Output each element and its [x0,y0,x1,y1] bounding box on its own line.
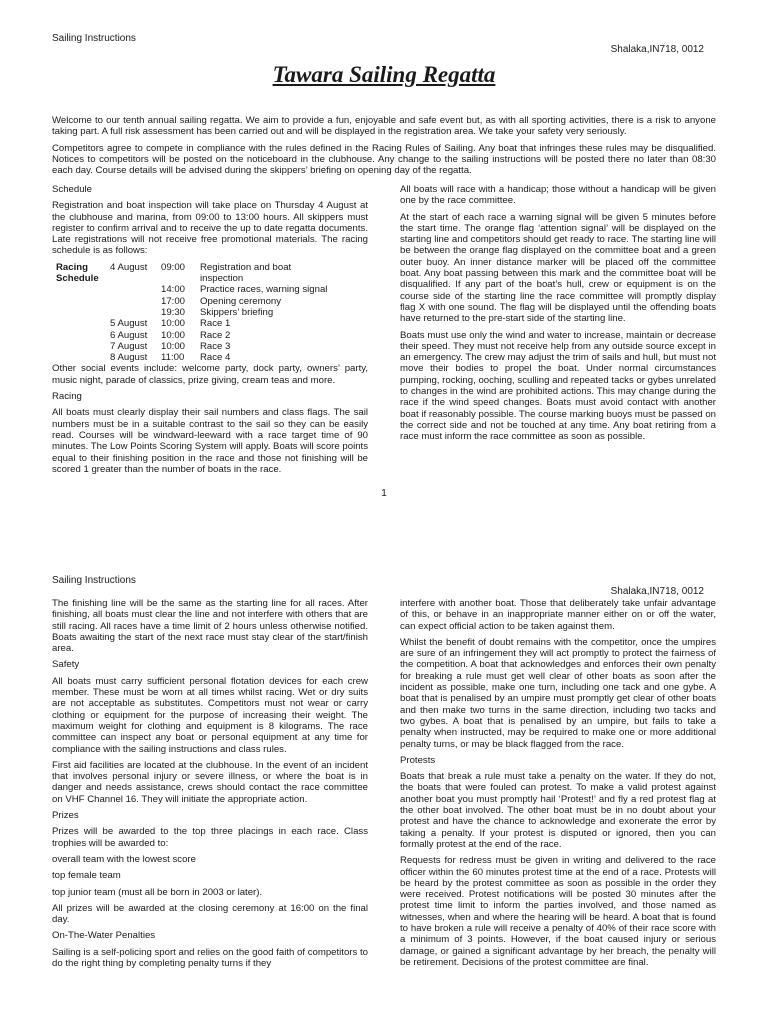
schedule-time: 10:00 [161,340,186,352]
schedule-label: Racing [56,261,88,273]
table-row [56,352,327,363]
document-title: Tawara Sailing Regatta [272,62,496,87]
page-1 [0,0,768,505]
intro-paragraph: Welcome to our tenth annual sailing regatta. We aim to provide a fun, enjoyable and safe event but, as with all sporting activities, there is a risk to anyone taking part. A full risk assessment has been carried out and will be displayed in the registration area. We take your safety very seriously. [52,115,716,138]
schedule-time: 10:00 [161,318,186,330]
table-row [56,330,327,341]
schedule-label: Schedule [56,273,99,285]
schedule-date: 4 August [110,261,148,273]
right-column [400,184,716,448]
schedule-date: 8 August [110,352,148,364]
header-left: Sailing Instructions [52,575,136,586]
racing-heading: Racing [52,391,82,403]
schedule-date [110,284,161,295]
schedule-time: 14:00 [161,284,186,296]
handicap-paragraph: All boats will race with a handicap; those without a handicap will be given one by the race committee. [400,184,716,207]
schedule-event: inspection [200,273,244,285]
page-2 [0,572,768,1024]
start-signal-paragraph: At the start of each race a warning signal will be given 5 minutes before the start time. The orange flag ‘attention signal’ will be displayed on the starting line and competitors should get ready to race. The starting line will be between the orange flag displayed on the committee boat and a green outer buoy. An inner distance marker will be placed off the committee boat. Any boat passing between this mark and the committee boat will be disqualified. If any part of the boat’s hull, crew or equipment is on the course side of the starting line the race committee will promptly display flag X with one sound. The flag will be displayed until the offending boats have returned to the pre-start side of the starting line. [400,211,716,325]
prizes-closing-paragraph: All prizes will be awarded at the closing ceremony at 16:00 on the final day. [52,902,368,926]
schedule-time [161,273,200,284]
table-row [56,273,327,284]
table-row [56,341,327,352]
benefit-of-doubt-paragraph: Whilst the benefit of doubt remains with the competitor, once the umpires are sure of an infringement they will act promptly to protect the fairness of the competition. A boat that acknowledges and enforces their own penalty for breaking a rule must get well clear of other boats as soon after the incident as possible, make one turn, including one tack and one gybe. A boat that is penalised by an umpire must promptly get clear of other boats and then make two turns in the same direction, including two tacks and two gybes. A boat that is penalised by an umpire, but fails to take a penalty when instructed, may be required to make one or more additional penalty turns, or may be black flagged from the race. [400,636,716,750]
schedule-date [110,296,161,307]
schedule-event: Race 2 [200,329,231,341]
redress-paragraph: Requests for redress must be given in writing and delivered to the race officer within the 60 minutes protest time at the end of a race. Protests will be heard by the protest committee as soon as possible in the order they were received. Protest notifications will be posted 30 minutes after the protest time limit to inform the parties involved, and those named as witnesses, when and where the hearing will be heard. A boat that is found to have broken a rule will receive a penalty of 40% of their race score with a minimum of 3 points. However, if the boat caused injury or serious damage, or gained a significant advantage by her breach, the penalty will be retirement. Decisions of the protest committee are final. [400,855,716,968]
schedule-paragraph: Registration and boat inspection will take place on Thursday 4 August at the clubhouse and marina, from 09:00 to 13:00 hours. All skippers must register to confirm arrival and to receive the up to date regatta documents. Late registrations will not receive free promotional materials. The racing schedule is as follows: [52,200,368,257]
first-aid-paragraph: First aid facilities are located at the clubhouse. In the event of an incident that involves personal injury or severe illness, or where the boat is in danger and needs assistance, crews should contact the race committee on VHF Channel 16. They will initiate the appropriate action. [52,759,368,805]
schedule-event: Opening ceremony [200,295,282,307]
right-column [400,598,716,973]
intro-paragraph: Competitors agree to compete in compliance with the rules defined in the Racing Rules of Sailing. Any boat that infringes these rules may be disqualified. Notices to competitors will be posted on the noticeboard in the clubhouse. Any change to the sailing instructions will be posted there no later than 08:30 each day. Course details will be advised during the skippers’ briefing on opening day of the regatta. [52,142,716,177]
protests-paragraph: Boats that break a rule must take a penalty on the water. If they do not, the boats that were fouled can protest. To make a valid protest against another boat you must promptly hail ‘Protest!’ and fly a red protest flag at the other boat involved. The other boat must be in no doubt about your protest and have the chance to acknowledge and exonerate the error by taking a penalty. If your protest is disputed or ignored, then you can formally protest at the end of the race. [400,771,716,850]
table-row [56,307,327,318]
social-events-paragraph: Other social events include: welcome party, dock party, owners’ party, music night, parade of classics, prize giving, cream teas and more. [52,363,368,386]
page-number: 1 [381,488,387,499]
prize-item: top junior team (must all be born in 2003 or later). [52,886,263,898]
schedule-event: Race 1 [200,318,231,330]
schedule-date [110,307,161,318]
safety-paragraph: All boats must carry sufficient personal flotation devices for each crew member. These must be worn at all times whilst racing. Wet or dry suits are not acceptable as substitutes. Competitors must not wear or carry clothing or equipment for the purpose of increasing their weight. The maximum weight for clothing and equipment is 8 kilograms. The race committee can inspect any boat or personal equipment at any time for compliance with the sailing instructions and class rules. [52,675,368,755]
schedule-event: Practice races, warning signal [200,284,328,296]
schedule-time: 11:00 [161,352,185,364]
schedule-event: Race 4 [200,352,231,364]
schedule-event: Skippers’ briefing [200,306,274,318]
header-right: Shalaka,IN718, 0012 [610,586,704,597]
table-row [56,318,327,329]
schedule-time: 09:00 [161,261,186,273]
schedule-date: 7 August [110,340,148,352]
table-row [56,284,327,295]
prize-item: top female team [52,870,121,882]
prizes-heading: Prizes [52,810,79,822]
prizes-paragraph: Prizes will be awarded to the top three placings in each race. Class trophies will be awarded to: [52,826,368,849]
schedule-time: 10:00 [161,329,186,341]
racing-paragraph: All boats must clearly display their sail numbers and class flags. The sail numbers must be in a suitable contrast to the sail so they can be easily read. Courses will be windward-leeward with a race target time of 90 minutes. The Low Points Scoring System will apply. Boats will score points equal to their finishing position in the race and those not finishing will be scored 1 greater than the number of boats in the race. [52,407,368,475]
header-right: Shalaka,IN718, 0012 [610,44,704,55]
schedule-date [110,273,161,284]
header-left: Sailing Instructions [52,33,136,44]
racing-schedule-table [56,262,327,364]
table-row [56,296,327,307]
left-column [52,598,368,974]
schedule-heading: Schedule [52,184,93,195]
schedule-time: 19:30 [161,306,186,318]
penalties-paragraph: Sailing is a self-policing sport and relies on the good faith of competitors to do the right thing by completing penalty turns if they [52,946,368,970]
penalties-continued-paragraph: interfere with another boat. Those that deliberately take unfair advantage of this, or behave in an inappropriate manner either on or off the water, can expect official action to be taken against them. [400,598,716,632]
protests-heading: Protests [400,754,436,766]
intro-section [52,115,716,181]
finishing-paragraph: The finishing line will be the same as the starting line for all races. After finishing, all boats must clear the line and not interfere with others that are still racing. All races have a time limit of 2 hours unless otherwise notified. Boats awaiting the start of the next race must stay clear of the start/finish area. [52,598,368,655]
schedule-time: 17:00 [161,295,186,307]
left-column [52,184,368,480]
penalties-heading: On-The-Water Penalties [52,930,156,942]
propulsion-paragraph: Boats must use only the wind and water to increase, maintain or decrease their speed. They must not receive help from any outside source except in an emergency. The crew may adjust the trim of sails and hull, but must not move their bodies to propel the boat. Under normal circumstances pumping, rocking, ooching, sculling and repeated tacks or gybes unrelated to changes in the wind are prohibited actions. This may change during the race if the wind speed changes. Boats must avoid contact with another boat if reasonably possible. The course marking buoys must be passed on the correct side and not be touched at any time. Any boat retiring from a race must inform the race committee as soon as possible. [400,329,716,443]
schedule-event: Registration and boat [200,261,292,273]
safety-heading: Safety [52,659,80,671]
schedule-date: 6 August [110,329,148,341]
prize-item: overall team with the lowest score [52,853,196,865]
schedule-date: 5 August [110,318,148,330]
table-row [56,262,327,273]
schedule-event: Race 3 [200,340,231,352]
